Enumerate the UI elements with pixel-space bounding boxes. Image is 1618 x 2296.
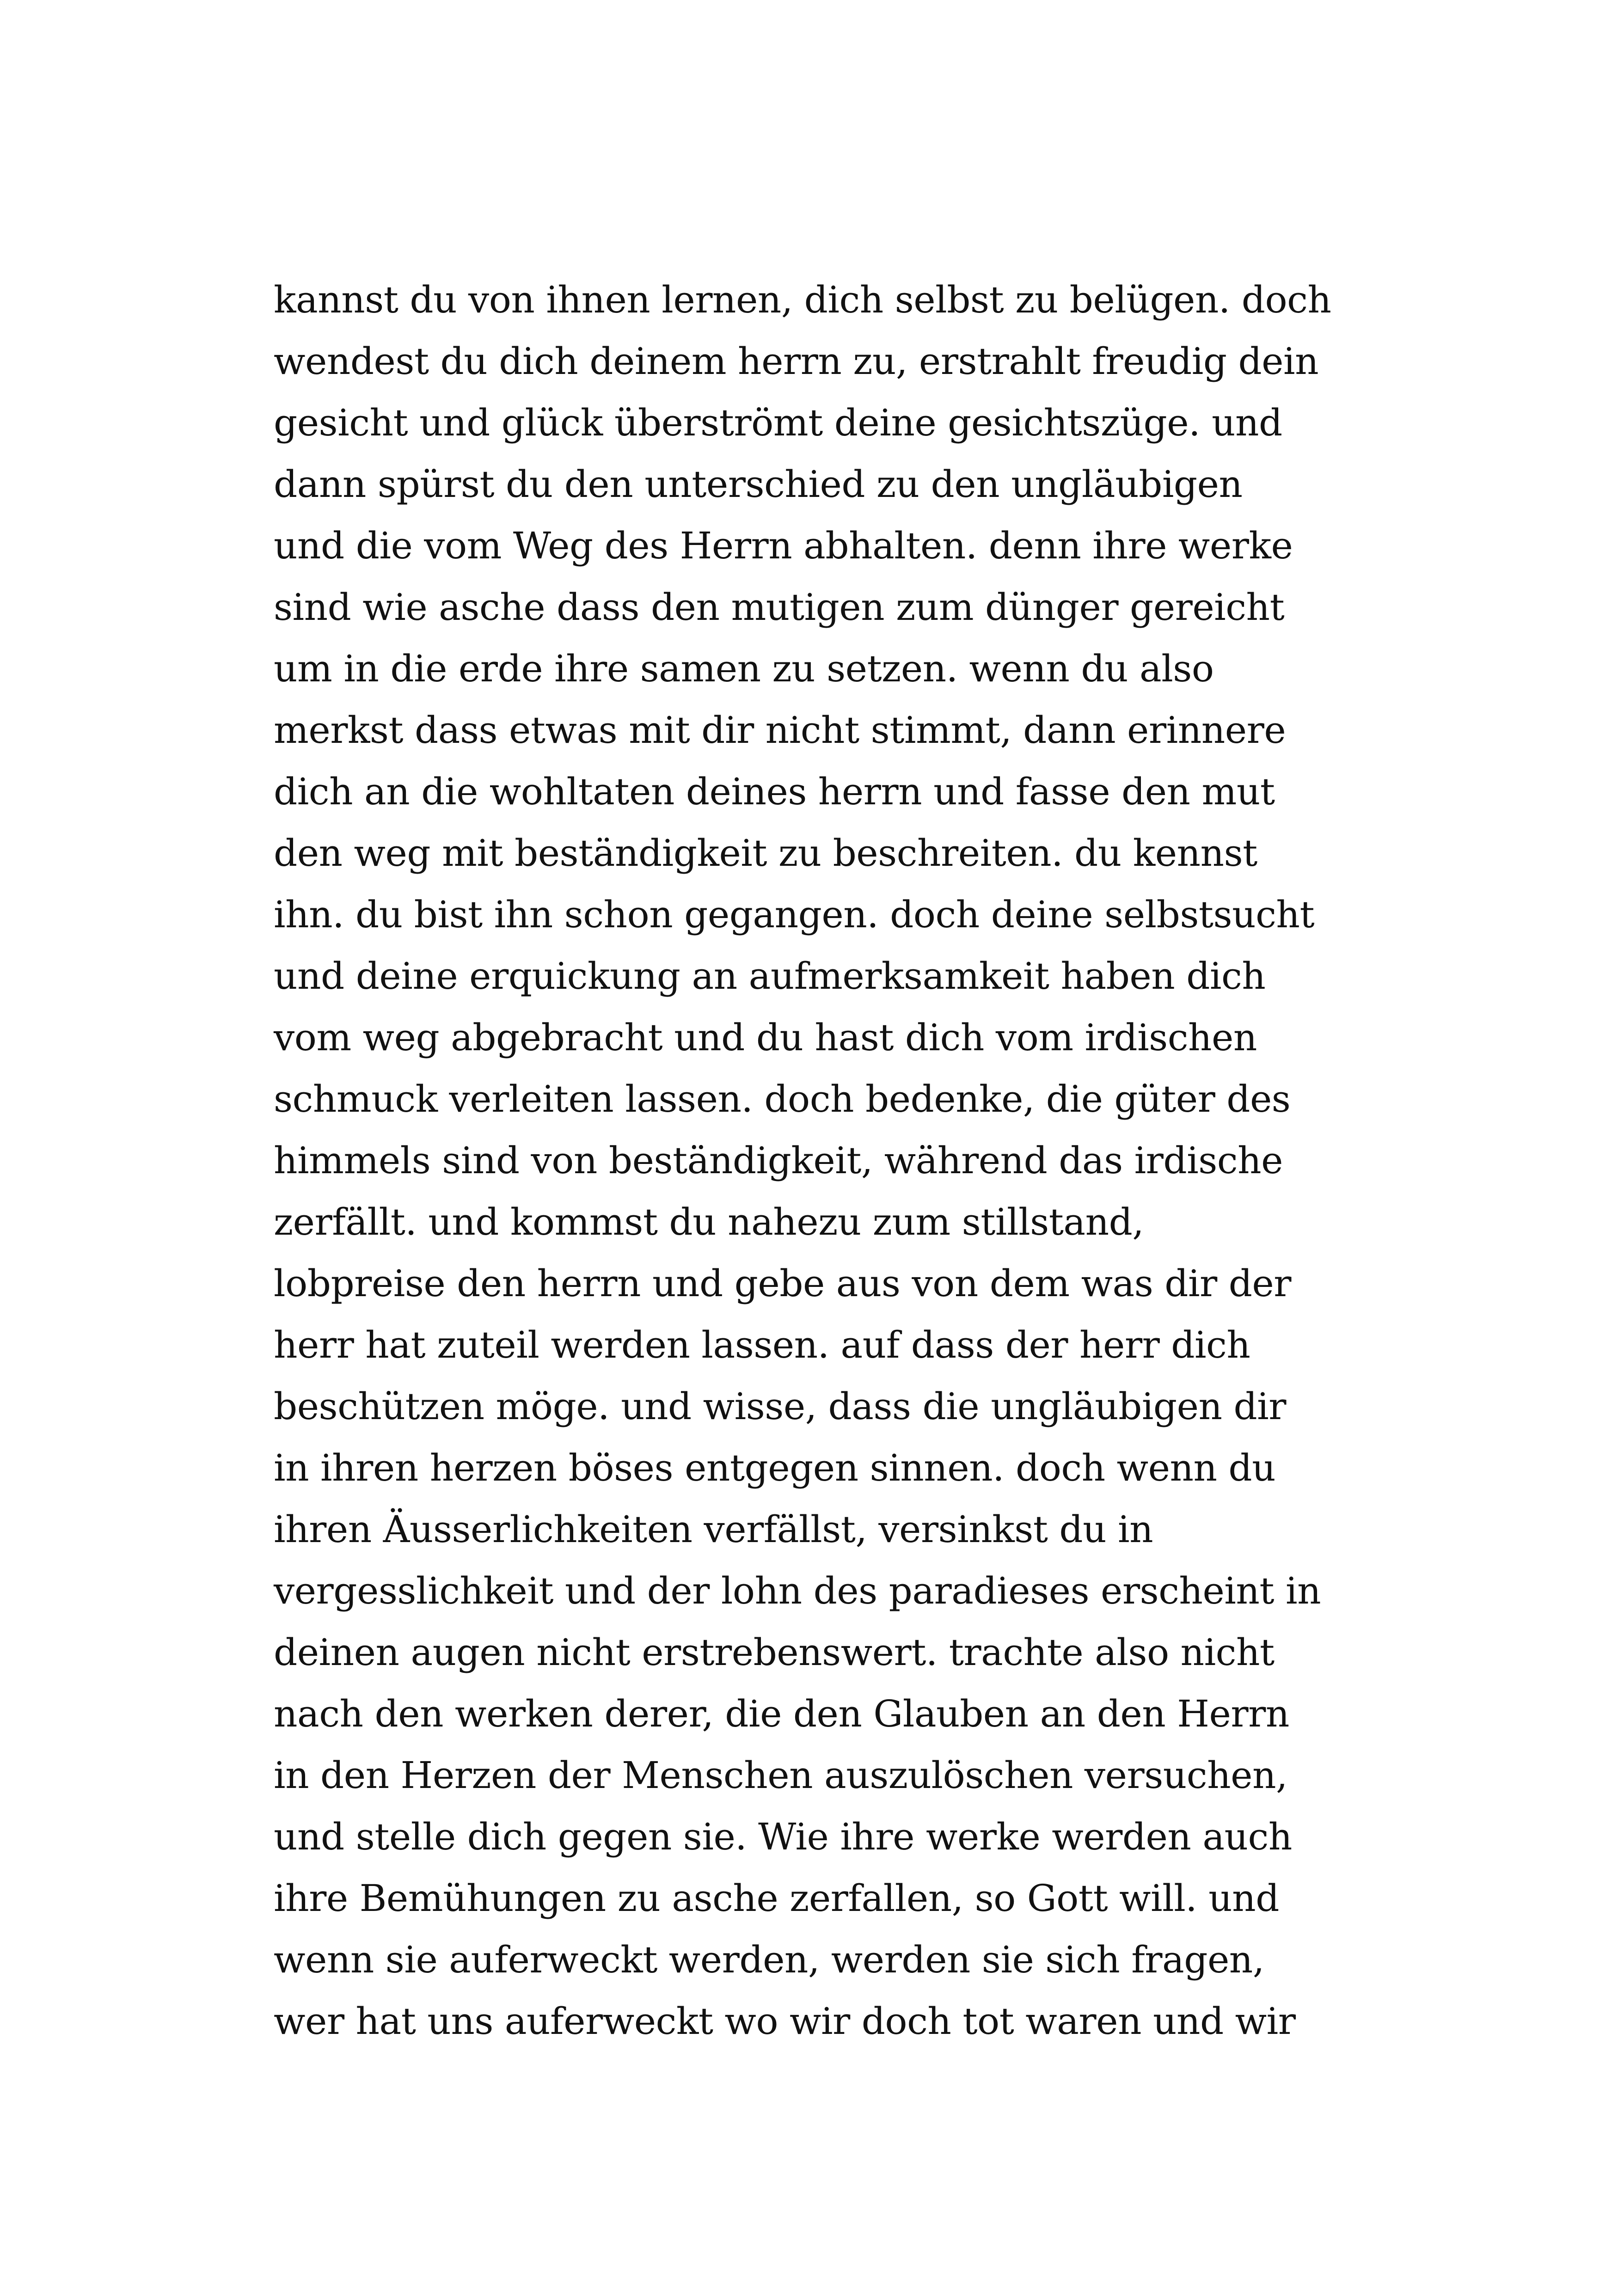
text-line: in ihren herzen böses entgegen sinnen. doch wenn du xyxy=(274,1446,1276,1489)
text-line: um in die erde ihre samen zu setzen. wenn du also xyxy=(274,647,1214,690)
text-line: und deine erquickung an aufmerksamkeit haben dich xyxy=(274,955,1266,998)
text-line: gesicht und glück überströmt deine gesichtszüge. und xyxy=(274,401,1282,444)
text-line: himmels sind von beständigkeit, während das irdische xyxy=(274,1139,1283,1182)
body-text xyxy=(274,269,1383,2052)
text-line: ihre Bemühungen zu asche zerfallen, so Gott will. und xyxy=(274,1877,1279,1920)
text-line: vom weg abgebracht und du hast dich vom irdischen xyxy=(274,1016,1257,1059)
text-line: herr hat zuteil werden lassen. auf dass der herr dich xyxy=(274,1323,1250,1366)
text-line: in den Herzen der Menschen auszulöschen versuchen, xyxy=(274,1754,1287,1797)
text-line: nach den werken derer, die den Glauben an den Herrn xyxy=(274,1692,1289,1735)
text-line: vergesslichkeit und der lohn des paradieses erscheint in xyxy=(274,1569,1321,1612)
text-line: dich an die wohltaten deines herrn und fasse den mut xyxy=(274,770,1275,813)
text-line: dann spürst du den unterschied zu den ungläubigen xyxy=(274,463,1243,506)
text-line: schmuck verleiten lassen. doch bedenke, die güter des xyxy=(274,1078,1291,1120)
text-line: wendest du dich deinem herrn zu, erstrahlt freudig dein xyxy=(274,340,1319,383)
text-line: den weg mit beständigkeit zu beschreiten. du kennst xyxy=(274,832,1257,875)
text-line: ihren Äusserlichkeiten verfällst, versinkst du in xyxy=(274,1508,1153,1551)
text-line: deinen augen nicht erstrebenswert. trachte also nicht xyxy=(274,1631,1275,1674)
text-line: zerfällt. und kommst du nahezu zum stillstand, xyxy=(274,1200,1144,1243)
text-line: kannst du von ihnen lernen, dich selbst zu belügen. doch xyxy=(274,278,1331,321)
text-line: ihn. du bist ihn schon gegangen. doch deine selbstsucht xyxy=(274,893,1315,936)
text-line: lobpreise den herrn und gebe aus von dem was dir der xyxy=(274,1262,1291,1305)
text-line: beschützen möge. und wisse, dass die ungläubigen dir xyxy=(274,1385,1286,1428)
text-line: sind wie asche dass den mutigen zum dünger gereicht xyxy=(274,586,1285,629)
text-line: und stelle dich gegen sie. Wie ihre werke werden auch xyxy=(274,1815,1292,1858)
text-line: merkst dass etwas mit dir nicht stimmt, dann erinnere xyxy=(274,709,1286,752)
text-line: wer hat uns auferweckt wo wir doch tot waren und wir xyxy=(274,2000,1296,2043)
text-line: und die vom Weg des Herrn abhalten. denn ihre werke xyxy=(274,524,1293,567)
text-line: wenn sie auferweckt werden, werden sie sich fragen, xyxy=(274,1938,1264,1981)
